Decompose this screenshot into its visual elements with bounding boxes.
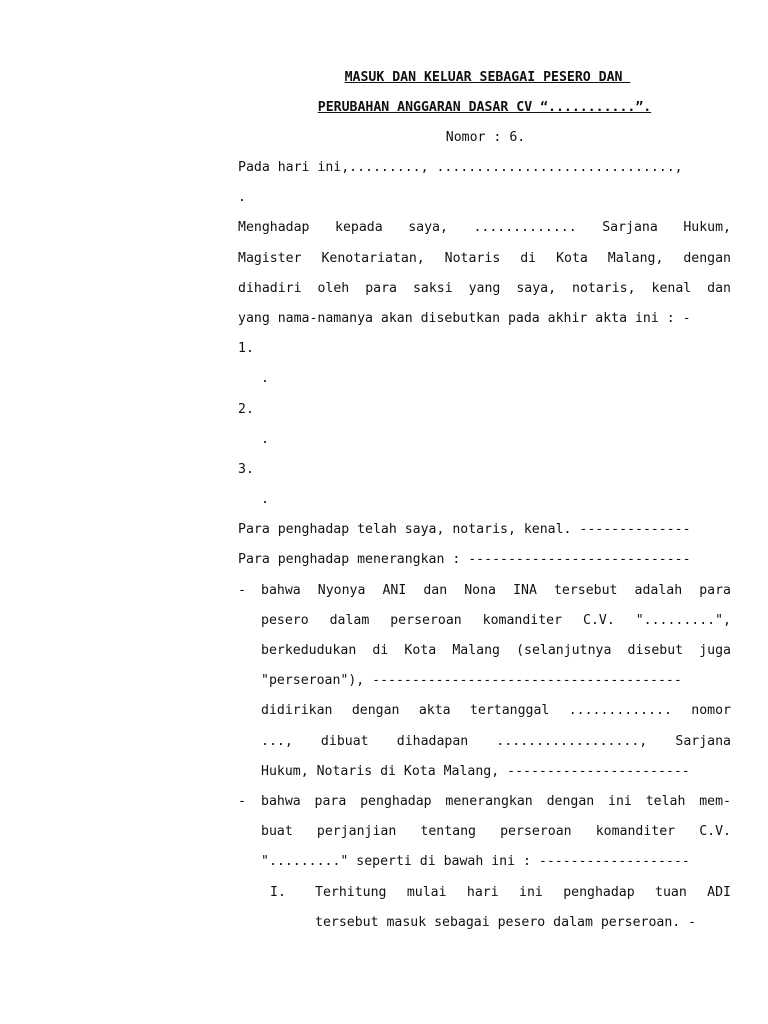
bullet-1-line [238,576,731,606]
document-body [238,63,731,938]
opening-line-continuation: . [238,190,246,206]
bullet-2-line: buat perjanjian tentang perseroan komanditer C.V. [261,824,731,840]
article-1-line [238,878,731,908]
bullet-text: bahwa Nyonya ANI dan Nona INA tersebut adalah para [261,582,731,598]
roman-numeral-marker: I. [270,884,286,900]
bullet-2-line: "........." seperti di bawah ini : ------------------- [261,854,690,870]
list-marker: 3. [238,461,254,477]
menghadap-line: yang nama-namanya akan disebutkan pada akhir akta ini : - [238,310,691,326]
party-item-1-continuation: . [261,371,269,387]
party-item-1 [238,334,731,364]
bullet-text: bahwa para penghadap menerangkan dengan ini telah mem- [261,793,731,809]
article-1-line: tersebut masuk sebagai pesero dalam perseroan. - [315,914,697,930]
bullet-1-line: berkedudukan di Kota Malang (selanjutnya disebut juga [261,643,731,658]
party-item-3-continuation: . [261,492,269,508]
menghadap-line: Menghadap kepada saya, ............. Sarjana Hukum, [238,220,731,236]
bullet-1-line: Hukum, Notaris di Kota Malang, ----------------------- [261,763,690,779]
party-item-2 [238,395,731,425]
list-marker: 2. [238,401,254,417]
bullet-1-line: "perseroan"), --------------------------------------- [261,673,682,689]
document-title-line-2: PERUBAHAN ANGGARAN DASAR CV “...........”. [317,100,652,115]
document-number: Nomor : 6. [445,130,526,145]
bullet-1-line: didirikan dengan akta tertanggal ............. nomor [261,703,731,719]
menghadap-line: Magister Kenotariatan, Notaris di Kota Malang, dengan [238,250,731,266]
opening-line: Pada hari ini,........., .............................., [238,160,683,175]
bullet-1-line: pesero dalam perseroan komanditer C.V. ".........", [261,612,731,628]
bullet-1-line: ..., dibuat dihadapan .................., Sarjana [261,733,731,749]
statement-line: Para penghadap menerangkan : ---------------------------- [238,552,691,568]
article-text: Terhitung mulai hari ini penghadap tuan ADI [315,884,731,900]
party-item-2-continuation: . [261,431,269,447]
bullet-marker: - [238,582,246,598]
document-title-line-1: MASUK DAN KELUAR SEBAGAI PESERO DAN [344,70,631,85]
bullet-marker: - [238,793,246,809]
menghadap-line: dihadiri oleh para saksi yang saya, notaris, kenal dan [238,280,731,296]
party-item-3 [238,455,731,485]
bullet-2-line [238,787,731,817]
statement-line: Para penghadap telah saya, notaris, kenal. -------------- [238,522,691,538]
list-marker: 1. [238,341,254,357]
